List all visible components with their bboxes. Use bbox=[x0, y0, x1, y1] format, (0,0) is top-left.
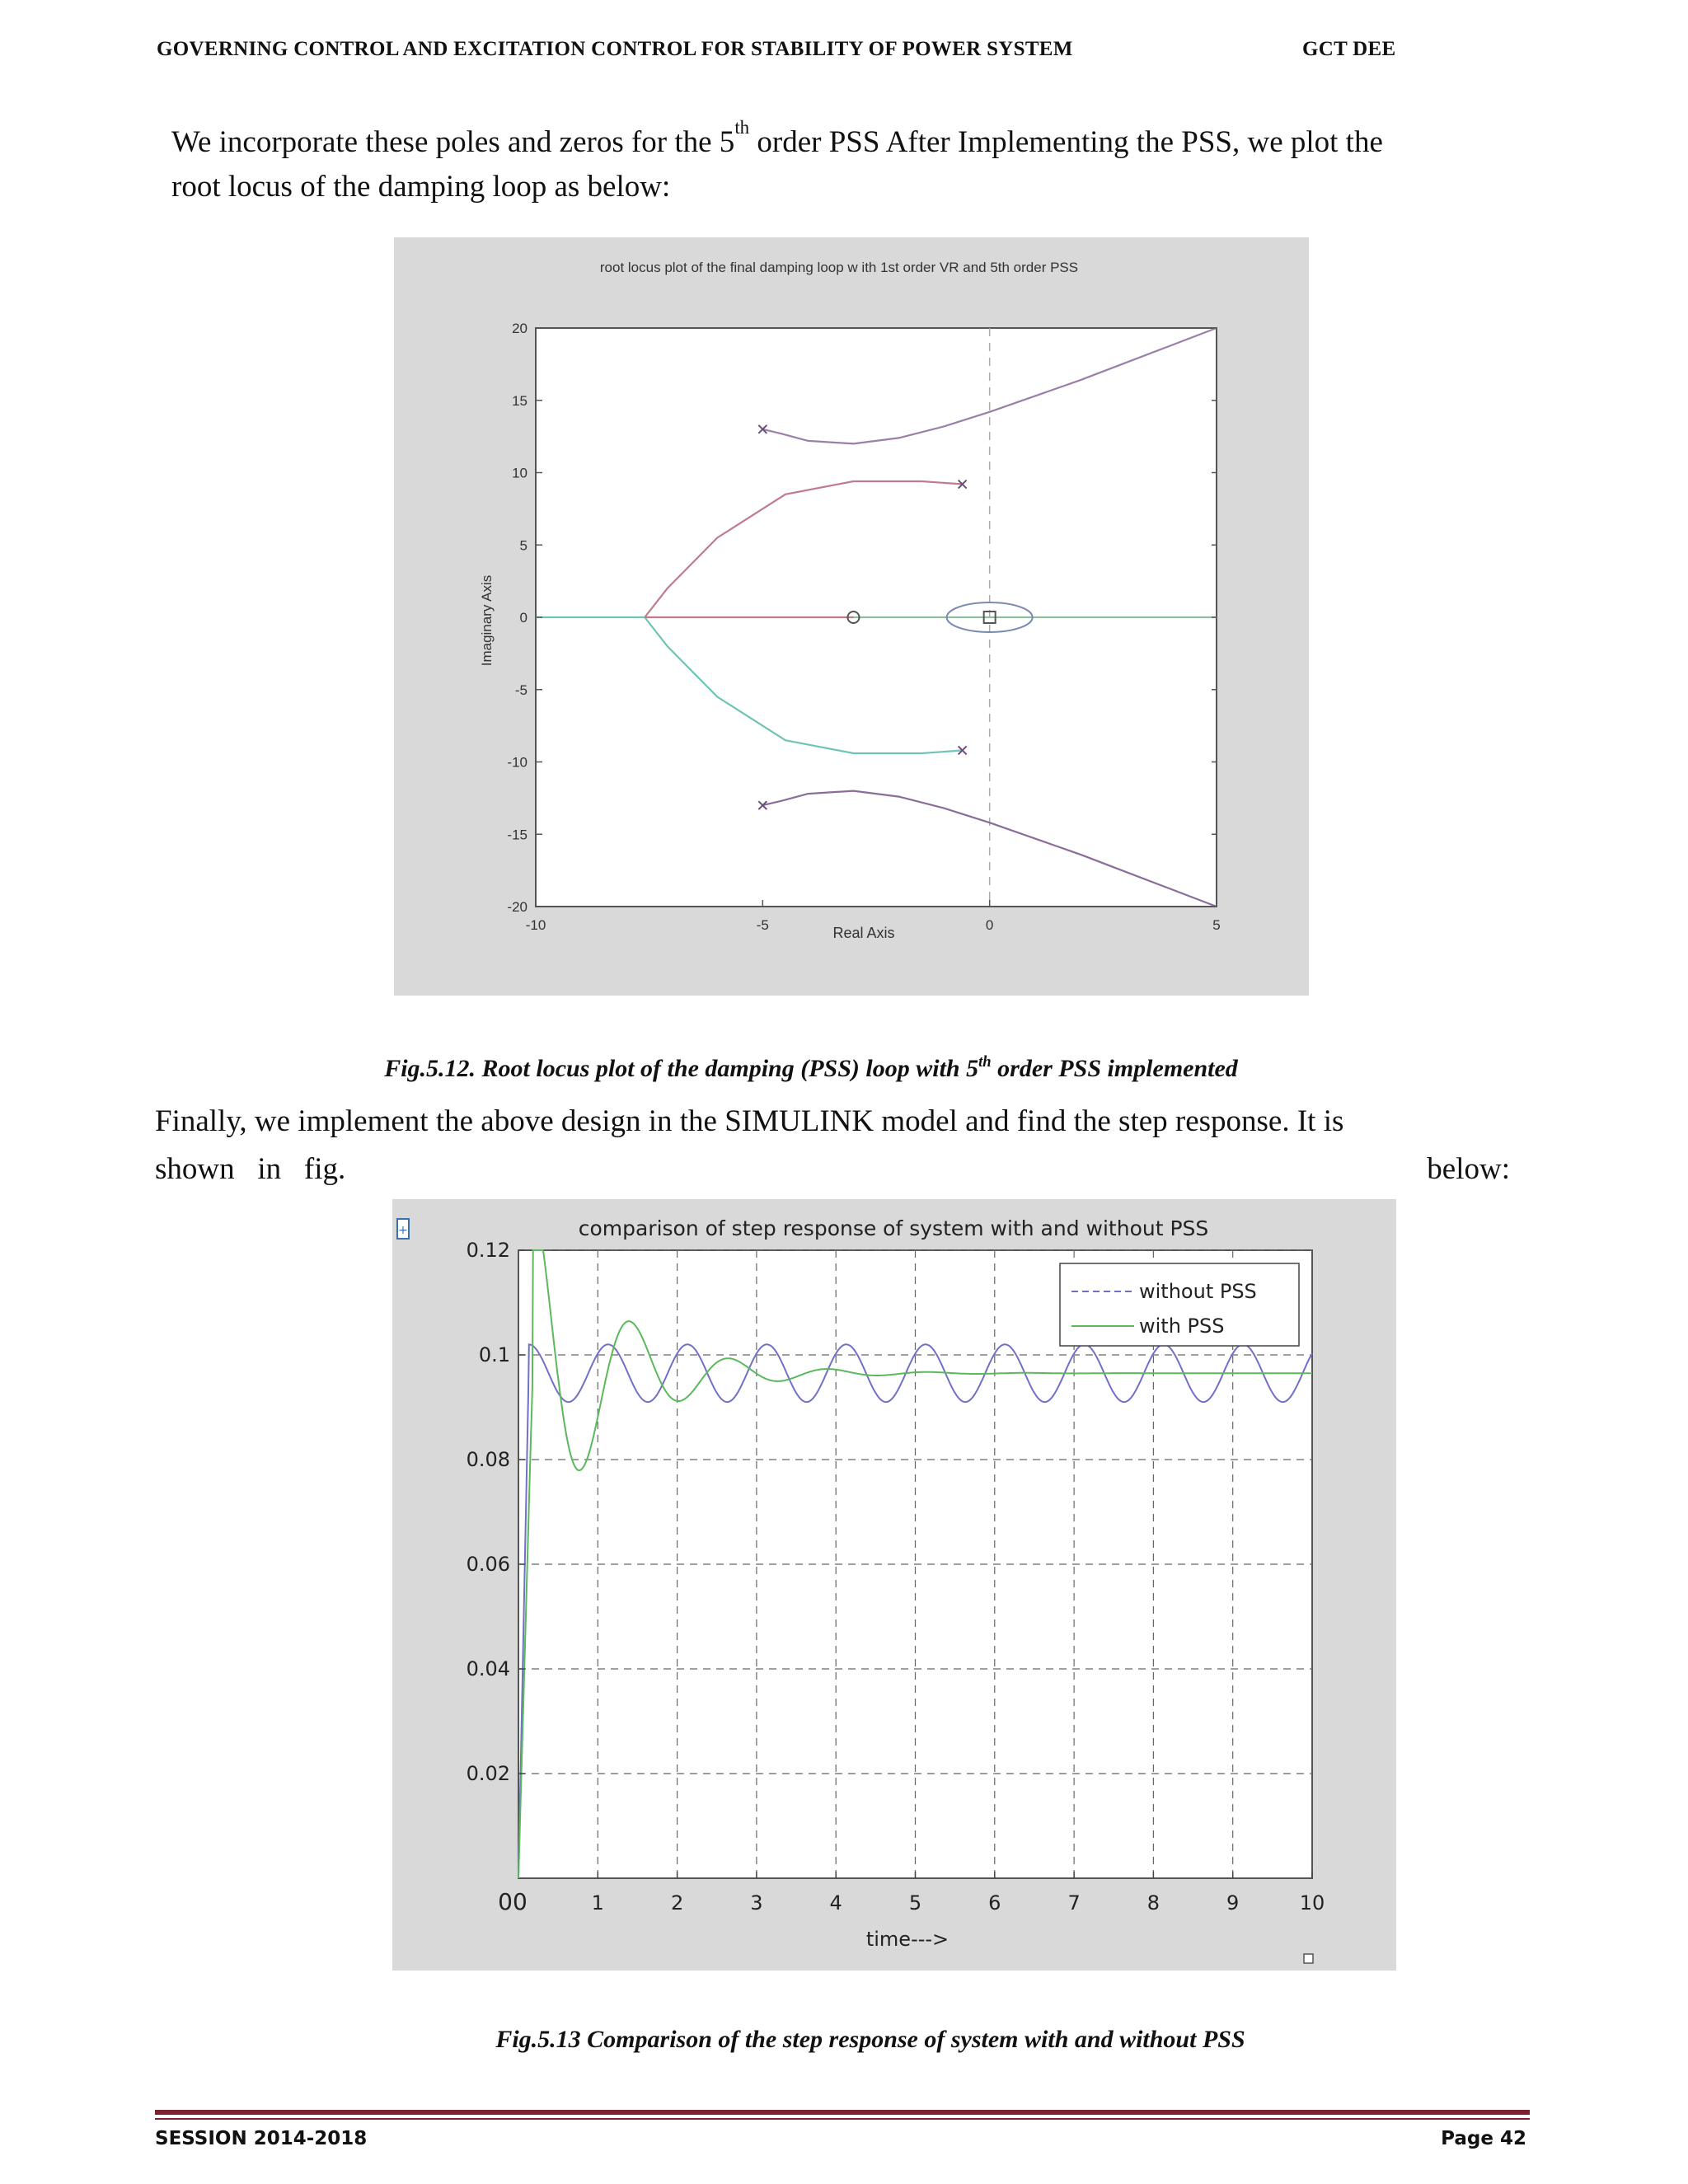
origin-label: 00 bbox=[498, 1888, 528, 1915]
simulink-line-1: Finally, we implement the above design in the SIMULINK model and find the step response. It is bbox=[155, 1104, 1344, 1138]
x-tick-label: 7 bbox=[1067, 1891, 1081, 1915]
root-locus-ylabel: Imaginary Axis bbox=[479, 574, 495, 667]
root-locus-figure bbox=[394, 237, 1309, 996]
x-tick-label: 5 bbox=[1212, 917, 1221, 933]
y-tick-label: -5 bbox=[514, 682, 528, 698]
x-tick-label: 5 bbox=[908, 1891, 922, 1915]
y-tick-label: 0 bbox=[519, 610, 528, 626]
x-tick-label: 9 bbox=[1226, 1891, 1240, 1915]
step-response-figure bbox=[392, 1199, 1396, 1971]
y-tick-label: -20 bbox=[507, 899, 528, 915]
running-header-title: GOVERNING CONTROL AND EXCITATION CONTROL FOR STABILITY OF POWER SYSTEM bbox=[157, 38, 1073, 60]
step-response-title: comparison of step response of system with and without PSS bbox=[578, 1216, 1209, 1240]
x-tick-label: -5 bbox=[756, 917, 769, 933]
x-tick-label: 2 bbox=[670, 1891, 684, 1915]
y-tick-label: 5 bbox=[519, 537, 528, 554]
simulink-line-2: shown in fig. below: bbox=[155, 1152, 1510, 1186]
x-tick-label: 6 bbox=[988, 1891, 1001, 1915]
move-handle-glyph: + bbox=[398, 1224, 408, 1237]
y-tick-label: -10 bbox=[507, 754, 528, 771]
legend-label-without-pss: without PSS bbox=[1139, 1280, 1257, 1303]
x-tick-label: 0 bbox=[985, 917, 994, 933]
root-locus-xlabel: Real Axis bbox=[832, 925, 895, 941]
legend-label-with-pss: with PSS bbox=[1139, 1315, 1225, 1338]
footer-page-number: Page 42 bbox=[1441, 2128, 1526, 2149]
y-tick-label: 0.1 bbox=[478, 1343, 510, 1366]
root-locus-title: root locus plot of the final damping loop w ith 1st order VR and 5th order PSS bbox=[599, 260, 1079, 275]
root-locus-chart bbox=[394, 237, 1309, 996]
step-response-chart bbox=[392, 1199, 1396, 1971]
y-tick-label: 0.08 bbox=[466, 1448, 510, 1471]
y-tick-label: 10 bbox=[512, 465, 528, 481]
footer-rule-thick bbox=[155, 2110, 1530, 2115]
legend bbox=[1060, 1263, 1299, 1346]
x-tick-label: -10 bbox=[525, 917, 546, 933]
intro-paragraph bbox=[171, 117, 1523, 208]
x-tick-label: 10 bbox=[1299, 1891, 1325, 1915]
y-tick-label: 15 bbox=[512, 392, 528, 409]
simulink-paragraph bbox=[155, 1101, 1520, 1198]
footer-session: SESSION 2014-2018 bbox=[155, 2128, 368, 2149]
footer-rule-thin bbox=[155, 2118, 1530, 2120]
y-tick-label: 0.02 bbox=[466, 1762, 510, 1785]
y-tick-label: -15 bbox=[507, 827, 528, 843]
resize-handle-icon[interactable] bbox=[1304, 1954, 1313, 1963]
y-tick-label: 0.12 bbox=[466, 1239, 510, 1262]
step-response-xlabel: time---> bbox=[865, 1928, 950, 1951]
y-tick-label: 0.04 bbox=[466, 1657, 510, 1680]
running-header-dept: GCT DEE bbox=[1302, 38, 1396, 60]
intro-line-2: root locus of the damping loop as below: bbox=[171, 170, 671, 204]
figure-5-13-caption: Fig.5.13 Comparison of the step response of system with and without PSS bbox=[495, 2026, 1245, 2053]
y-tick-label: 20 bbox=[512, 321, 528, 336]
figure-5-12-caption: Fig.5.12. Root locus plot of the damping (PSS) loop with 5th order PSS implemented bbox=[384, 1053, 1238, 1082]
x-tick-label: 8 bbox=[1146, 1891, 1160, 1915]
x-tick-label: 4 bbox=[829, 1891, 842, 1915]
x-tick-label: 1 bbox=[591, 1891, 604, 1915]
intro-line-1: We incorporate these poles and zeros for the 5th order PSS After Implementing the PSS, we plot the bbox=[171, 117, 1383, 159]
superscript-th: th bbox=[734, 117, 750, 138]
y-tick-label: 0.06 bbox=[466, 1553, 510, 1576]
x-tick-label: 3 bbox=[750, 1891, 763, 1915]
